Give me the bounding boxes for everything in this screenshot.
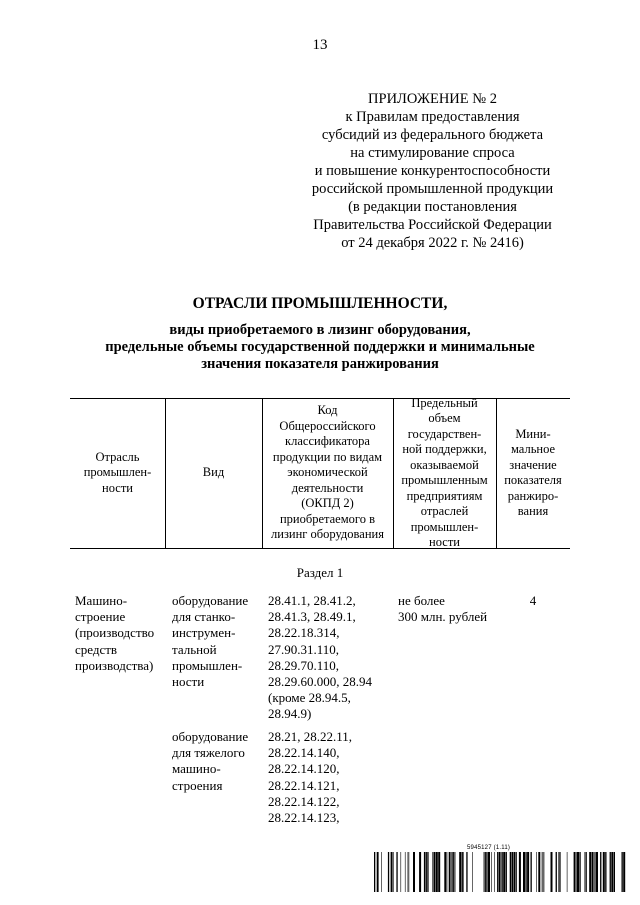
header-text: Общероссийского [279, 418, 376, 433]
header-text: деятельности [291, 480, 364, 495]
cell-text: 28.22.14.122, [268, 793, 340, 809]
cell-text: не более [398, 593, 445, 608]
header-text: промышлен- [83, 465, 152, 480]
appendix-line: и повышение конкурентоспособности [314, 163, 551, 179]
cell-text: производства) [75, 657, 154, 673]
header-text: ности [429, 535, 460, 549]
cell-text: строения [172, 777, 223, 793]
industry-cell [75, 593, 154, 674]
header-text: государствен- [407, 426, 482, 441]
cell-text: (производство [75, 625, 155, 641]
appendix-line: на стимулирование спроса [350, 145, 515, 161]
cell-text: 28.41.3, 28.49.1, [268, 609, 356, 625]
subtitle-line: виды приобретаемого в лизинг оборудования, [169, 322, 471, 338]
equipment-type-cell [172, 593, 248, 690]
equipment-type-cell [172, 729, 248, 794]
appendix-line: субсидий из федерального бюджета [321, 127, 544, 143]
section-heading: Раздел 1 [296, 565, 344, 580]
cell-text: 28.22.14.120, [268, 761, 340, 777]
cell-text: 300 млн. рублей [398, 609, 488, 625]
appendix-line: Правительства Российской Федерации [313, 217, 552, 233]
cell-text: тальной [172, 641, 217, 657]
appendix-line: (в редакции постановления [348, 199, 517, 215]
header-text: классификатора [285, 434, 370, 449]
cell-text: оборудование [172, 593, 249, 608]
cell-text: средств [75, 641, 118, 657]
page-number: 13 [312, 37, 328, 53]
cell-text: инструмен- [172, 625, 236, 641]
cell-text: 28.22.14.140, [268, 745, 340, 761]
header-text: Вид [202, 465, 225, 480]
appendix-line: от 24 декабря 2022 г. № 2416) [341, 235, 524, 251]
appendix-line: к Правилам предоставления [345, 109, 520, 125]
header-text: вания [517, 504, 549, 518]
header-text: значение [509, 457, 557, 472]
header-text: предприятиям [406, 488, 483, 503]
support-limit-cell [398, 593, 487, 625]
header-text: показателя [504, 473, 562, 487]
cell-text: Машино- [75, 593, 128, 608]
header-okpd-code [262, 398, 393, 548]
header-text: отраслей [420, 504, 469, 518]
header-text: объем [428, 411, 461, 425]
header-text: промышленным [401, 473, 488, 487]
header-text: продукции по видам [272, 449, 383, 464]
cell-text: 28.22.14.123, [268, 810, 340, 826]
cell-text: промышлен- [172, 657, 243, 673]
header-support-limit [393, 395, 496, 549]
cell-text: 28.94.9) [268, 706, 312, 722]
header-text: оказываемой [410, 457, 479, 472]
okpd-codes-cell [268, 729, 352, 826]
appendix-header [300, 90, 565, 252]
cell-text: 28.21, 28.22.11, [268, 729, 353, 744]
header-industry [70, 398, 165, 548]
appendix-line: российской промышленной продукции [311, 181, 554, 197]
cell-text: ности [172, 674, 205, 690]
header-text: мальное [510, 442, 556, 456]
appendix-line: ПРИЛОЖЕНИЕ № 2 [368, 91, 497, 107]
cell-text: (кроме 28.94.5, [268, 690, 351, 706]
header-text: лизинг оборудования [271, 527, 384, 542]
cell-text: для тяжелого [172, 745, 245, 761]
cell-text: 27.90.31.110, [268, 641, 340, 657]
header-min-rank [496, 398, 570, 548]
cell-text: строение [75, 609, 126, 625]
header-text: ности [102, 480, 133, 495]
header-text: ной поддержки, [402, 442, 487, 456]
document-title: ОТРАСЛИ ПРОМЫШЛЕННОСТИ, [192, 295, 448, 312]
header-text: Код [317, 403, 338, 418]
barcode-caption: 5945127 (1.11) [467, 845, 511, 851]
header-text: экономической [287, 465, 368, 480]
cell-text: оборудование [172, 729, 249, 744]
cell-text: 28.41.1, 28.41.2, [268, 593, 356, 608]
barcode-image [374, 852, 629, 892]
subtitle-line: значения показателя ранжирования [201, 356, 439, 372]
header-text: (ОКПД 2) [301, 496, 354, 511]
okpd-codes-cell [268, 593, 372, 723]
subtitle-line: предельные объемы государственной поддержки и минимальные [105, 339, 535, 355]
cell-text: для станко- [172, 609, 236, 625]
min-rank-cell: 4 [529, 593, 537, 608]
cell-text: 28.22.18.314, [268, 625, 340, 641]
cell-text: 28.29.70.110, [268, 657, 340, 673]
header-type [165, 398, 262, 548]
cell-text: 28.29.60.000, 28.94 [268, 674, 372, 690]
cell-text: машино- [172, 761, 221, 777]
document-subtitle [60, 322, 580, 373]
cell-text: 28.22.14.121, [268, 777, 340, 793]
header-text: Предельный [411, 395, 478, 410]
header-text: Мини- [515, 426, 551, 441]
header-text: промышлен- [410, 519, 479, 534]
header-text: ранжиро- [507, 488, 559, 503]
header-text: Отрасль [95, 449, 140, 464]
header-text: приобретаемого в [279, 511, 375, 526]
